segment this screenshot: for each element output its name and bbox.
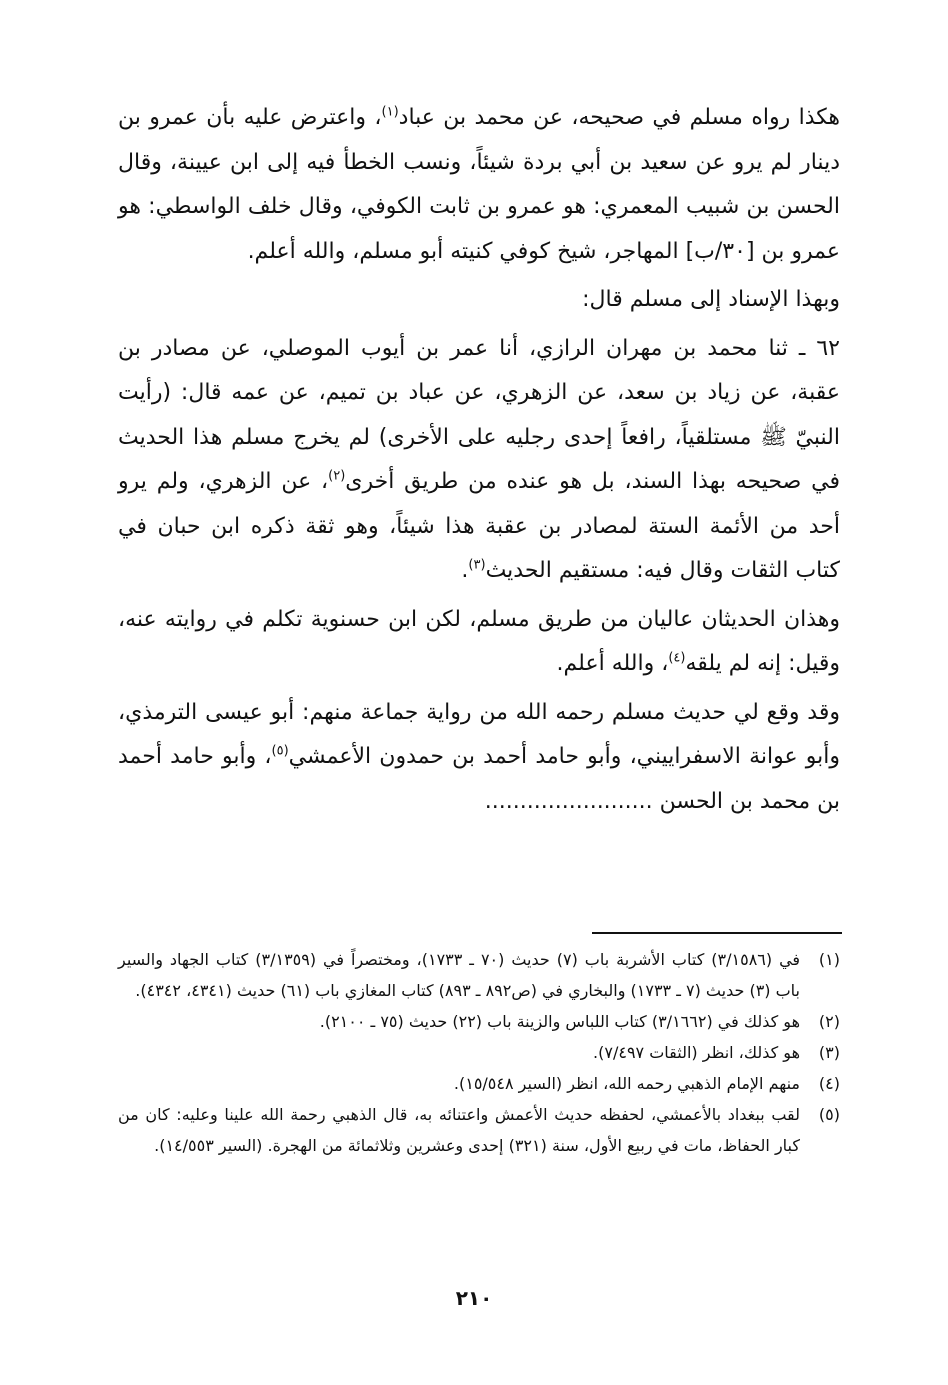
footnote-ref[interactable]: (٢) xyxy=(328,468,346,484)
footnote-number: (٤) xyxy=(818,1074,840,1093)
paragraph-2: وبهذا الإسناد إلى مسلم قال: xyxy=(582,287,840,312)
page-number: ٢١٠ xyxy=(455,1286,493,1310)
footnote-ref[interactable]: (٣) xyxy=(468,557,486,573)
paragraph-text: ، عن الزهري، ولم يرو أحد من الأئمة الستة لمصادر بن عقبة هذا شيئاً، وهو ثقة ذكره ابن حبان في كتاب الثقات وقال فيه: مستقيم الحديث xyxy=(118,469,840,583)
paragraph-text: ٦٢ ـ ثنا محمد بن مهران الرازي، أنا عمر بن أيوب الموصلي، عن مصادر بن عقبة، عن زياد بن سعد، عن الزهري، عن عباد بن تميم، عن عمه قال: (رأيت النبيّ ﷺ مستلقياً، رافعاً إحدى رجليه على الأخرى) لم يخرج مسلم هذا الحديث في صحيحه بهذا السند، بل هو عنده من طريق أخرى xyxy=(118,335,840,494)
footnote-2 xyxy=(118,1006,840,1037)
footnote-text: منهم الإمام الذهبي رحمه الله، انظر (السير ١٥/٥٤٨). xyxy=(453,1074,800,1093)
footnote-ref[interactable]: (٥) xyxy=(271,743,289,759)
footnote-1 xyxy=(118,944,840,1006)
paragraph-text: ، والله أعلم. xyxy=(556,651,669,676)
main-text xyxy=(118,96,840,824)
footnote-4 xyxy=(118,1068,840,1099)
footnotes xyxy=(118,944,840,1161)
paragraph-1 xyxy=(118,96,840,274)
paragraph-4 xyxy=(118,598,840,687)
paragraph-text: . xyxy=(461,558,469,583)
footnote-5 xyxy=(118,1099,840,1161)
paragraph-3 xyxy=(118,327,840,594)
paragraph-text: هكذا رواه مسلم في صحيحه، عن محمد بن عباد xyxy=(398,105,841,130)
paragraph-text: ، واعترض عليه بأن عمرو بن دينار لم يرو عن سعيد بن أبي بردة شيئاً، ونسب الخطأ فيه إلى ابن عيينة، وقال الحسن بن شبيب المعمري: هو عمرو بن ثابت الكوفي، وقال خلف الواسطي: هو عمرو بن [٣٠/ب] المهاجر، شيخ كوفي كنيته أبو مسلم، والله أعلم. xyxy=(118,105,840,264)
footnote-number: (١) xyxy=(818,950,840,969)
footnote-text: في (٣/١٥٨٦) كتاب الأشربة باب (٧) حديث (٧٠ ـ ١٧٣٣)، ومختصراً في (٣/١٣٥٩) كتاب الجهاد والسير باب (٣) حديث (٧ ـ ١٧٣٣) والبخاري في (ص٨٩٢ ـ ٨٩٣) كتاب المغازي باب (٦١) حديث (٤٣٤١، ٤٣٤٢). xyxy=(118,950,801,1000)
footnote-text: هو كذلك، انظر (الثقات ٧/٤٩٧). xyxy=(593,1043,800,1062)
footnote-ref[interactable]: (٤) xyxy=(668,650,686,666)
footnote-number: (٢) xyxy=(818,1012,840,1031)
paragraph-text: وقد وقع لي حديث مسلم رحمه الله من رواية جماعة منهم: أبو عيسى الترمذي، وأبو عوانة الاسفراييني، وأبو حامد أحمد بن حمدون الأعمشي xyxy=(118,699,840,769)
footnote-number: (٣) xyxy=(818,1043,840,1062)
paragraph-text: ، وأبو حامد أحمد بن محمد بن الحسن ........................ xyxy=(118,744,840,814)
footnote-number: (٥) xyxy=(818,1105,840,1124)
paragraph-5 xyxy=(118,691,840,825)
footnote-text: لقب ببغداد بالأعمشي، لحفظه حديث الأعمش واعتنائه به، قال الذهبي رحمة الله علينا وعليه: كان من كبار الحفاظ، مات في ربيع الأول، سنة (٣٢١) إحدى وعشرين وثلاثمائة من الهجرة. (السير ١٤/٥٥٣). xyxy=(118,1105,800,1155)
footnote-text: هو كذلك في (٣/١٦٦٢) كتاب اللباس والزينة باب (٢٢) حديث (٧٥ ـ ٢١٠٠). xyxy=(319,1012,800,1031)
paragraph-text: وهذان الحديثان عاليان من طريق مسلم، لكن ابن حسنوية تكلم في روايته عنه، وقيل: إنه لم يلقه xyxy=(118,606,840,676)
footnote-divider xyxy=(592,932,842,934)
footnote-3 xyxy=(118,1037,840,1068)
footnote-ref[interactable]: (١) xyxy=(381,104,399,120)
